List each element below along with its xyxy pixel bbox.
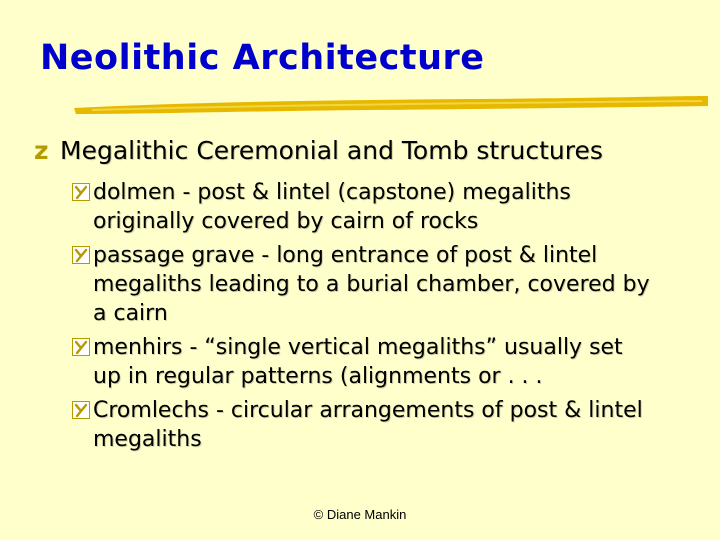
y-bullet-icon [72,183,90,201]
footer-copyright: © Diane Mankin [313,507,407,522]
sub-bullet-list [72,178,694,454]
list-item [72,333,694,391]
y-bullet-icon [72,338,90,356]
main-bullet-text: Megalithic Ceremonial and Tomb structures [60,136,603,165]
y-bullet-icon [72,246,90,264]
main-bullet [34,134,694,168]
slide-title: Neolithic Architecture [40,38,485,78]
list-item [72,396,694,454]
title-underline [72,90,712,120]
list-item [72,241,694,328]
z-bullet-icon: z [34,136,49,165]
list-item-text: dolmen - post & lintel (capstone) megaliths originally covered by cairn of rocks [93,180,571,234]
list-item-text: passage grave - long entrance of post & lintel megaliths leading to a burial chamber, covered by a cairn [93,243,650,326]
list-item-text: menhirs - “single vertical megaliths” usually set up in regular patterns (alignments or . . . [93,335,623,389]
y-bullet-icon [72,401,90,419]
slide-body [34,134,694,459]
list-item [72,178,694,236]
list-item-text: Cromlechs - circular arrangements of post & lintel megaliths [93,398,643,452]
